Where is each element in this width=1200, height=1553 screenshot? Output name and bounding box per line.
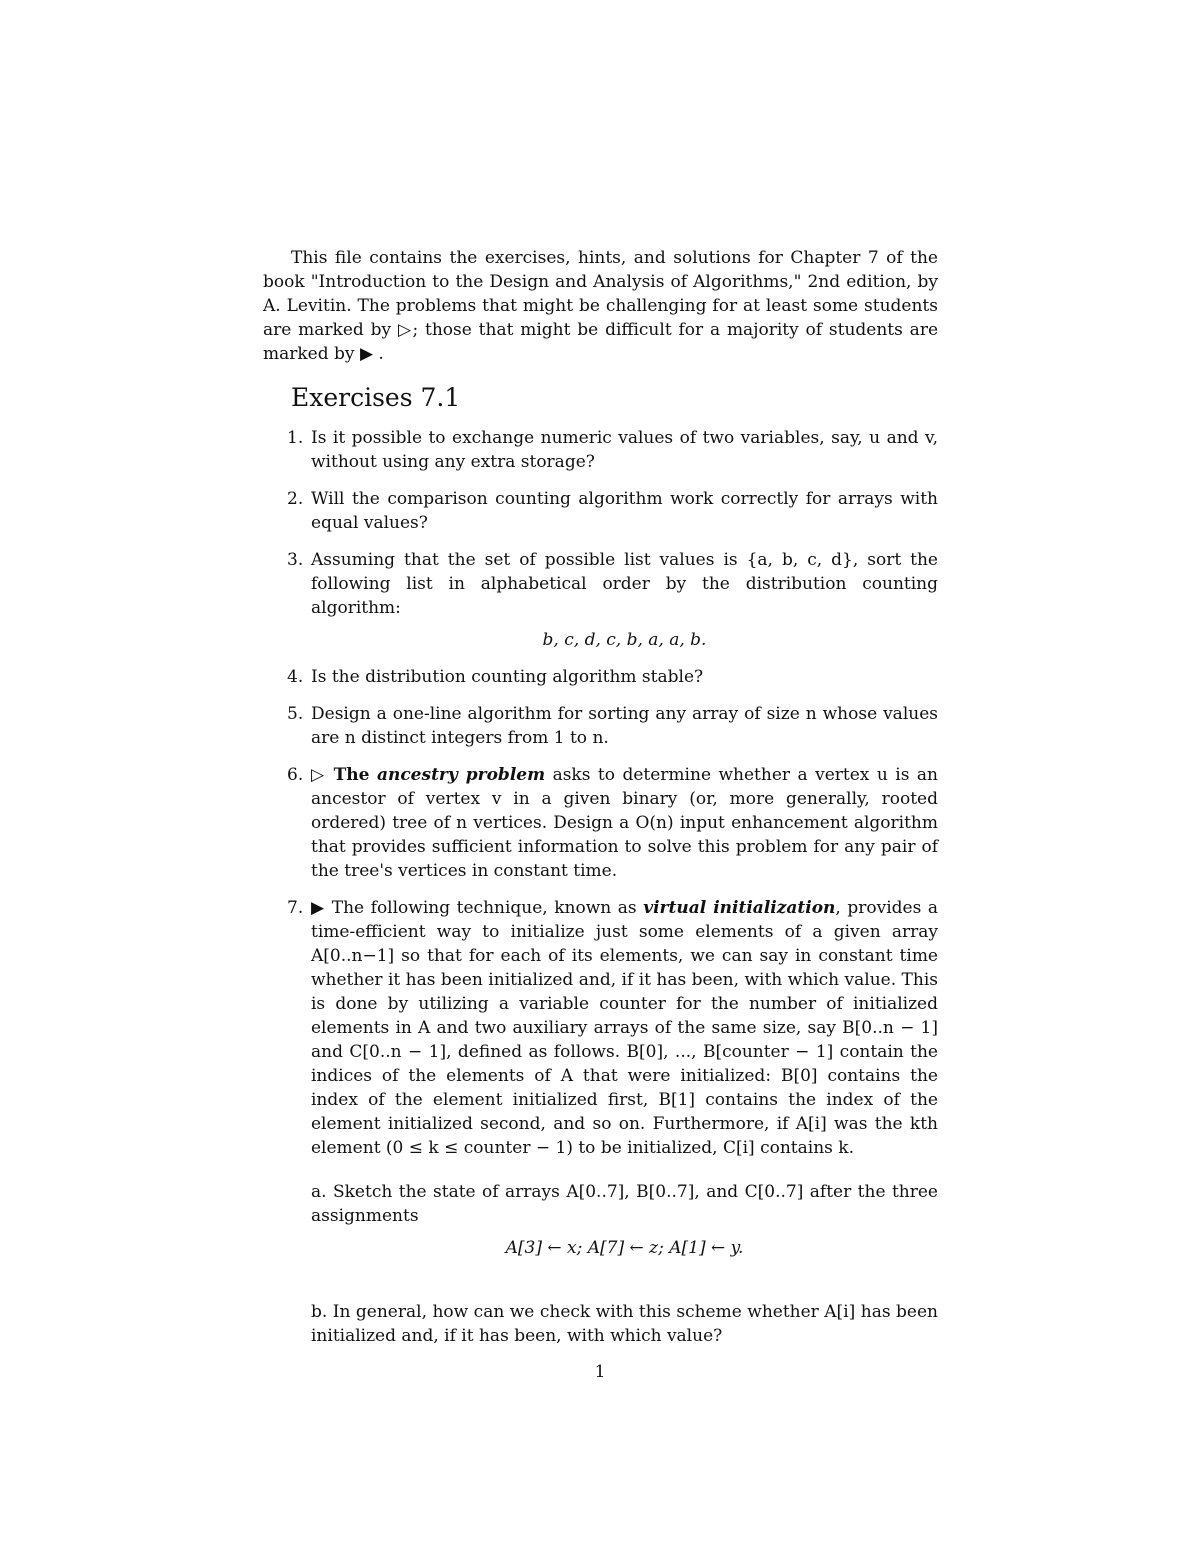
page-number: 1 <box>594 1362 606 1382</box>
exercise-lead: The <box>333 765 370 785</box>
exercise-list <box>263 426 938 1348</box>
exercise-number: 3. <box>287 550 304 570</box>
exercise-number: 1. <box>287 428 304 448</box>
exercise-5 <box>287 702 938 750</box>
section-title: Exercises 7.1 <box>291 383 461 412</box>
display-equation: b, c, d, c, b, a, a, b. <box>542 630 707 650</box>
exercise-text: Is it possible to exchange numeric values of two variables, say, u and v, without using any extra storage? <box>311 428 938 472</box>
part-b: b. In general, how can we check with this scheme whether A[i] has been initialized and, if it has been, with which value? <box>311 1302 938 1346</box>
intro-text-3: . <box>378 344 384 364</box>
difficult-marker: ▶ <box>359 344 374 364</box>
exercise-text: Is the distribution counting algorithm stable? <box>311 667 704 687</box>
exercise-number: 6. <box>287 765 304 785</box>
exercise-text: Assuming that the set of possible list values is {a, b, c, d}, sort the following list in alphabetical order by the distribution counting algorithm: <box>311 550 938 618</box>
exercise-text: , provides a time-efficient way to initialize just some elements of a given array A[0..n−1] so that for each of its elements, we can say in constant time whether it has been initialized and, if it has been, with which value. This is done by utilizing a variable counter for the number of initialized elements in A and two auxiliary arrays of the same size, say B[0..n − 1] and C[0..n − 1], defined as follows. B[0], ..., B[counter − 1] contain the indices of the elements of A that were initialized: B[0] contains the index of the element initialized first, B[1] contains the index of the element initialized second, and so on. Furthermore, if A[i] was the kth element (0 ≤ k ≤ counter − 1) to be initialized, C[i] contains k. <box>311 898 938 1158</box>
intro-text-1: This file contains the exercises, hints, and solutions for Chapter 7 of the book "Introduction to the Design and Analysis of Algorithms," 2nd edition, by A. Levitin. The problems that might be challenging for at least some students are marked by <box>263 248 938 340</box>
exercise-number: 4. <box>287 667 304 687</box>
exercise-6 <box>287 763 938 883</box>
term-virtual-initialization: virtual initialization <box>643 898 836 918</box>
exercise-3 <box>287 548 938 652</box>
exercise-2 <box>287 487 938 535</box>
exercise-number: 7. <box>287 898 304 918</box>
exercise-number: 2. <box>287 489 304 509</box>
exercise-text: Design a one-line algorithm for sorting any array of size n whose values are n distinct integers from 1 to n. <box>311 704 938 748</box>
intro-text-2: ; those that might be difficult for a majority of students are marked by <box>263 320 939 364</box>
intro-paragraph <box>263 246 938 366</box>
display-equation: A[3] ← x; A[7] ← z; A[1] ← y. <box>505 1238 744 1258</box>
exercise-number: 5. <box>287 704 304 724</box>
challenging-marker: ▷ <box>397 320 413 340</box>
challenging-marker: ▷ <box>311 765 327 785</box>
exercise-lead: The following technique, known as <box>331 898 637 918</box>
document-page <box>263 246 938 1361</box>
exercise-1 <box>287 426 938 474</box>
exercise-4 <box>287 665 938 689</box>
difficult-marker: ▶ <box>311 898 326 918</box>
exercise-text: Will the comparison counting algorithm work correctly for arrays with equal values? <box>311 489 938 533</box>
term-ancestry-problem: ancestry problem <box>376 765 546 785</box>
exercise-7 <box>287 896 938 1348</box>
part-a: a. Sketch the state of arrays A[0..7], B[0..7], and C[0..7] after the three assignments <box>311 1182 938 1226</box>
exercise-text: asks to determine whether a vertex u is an ancestor of vertex v in a given binary (or, more generally, rooted ordered) tree of n vertices. Design a O(n) input enhancement algorithm that provides sufficient information to solve this problem for any pair of the tree's vertices in constant time. <box>311 765 938 881</box>
